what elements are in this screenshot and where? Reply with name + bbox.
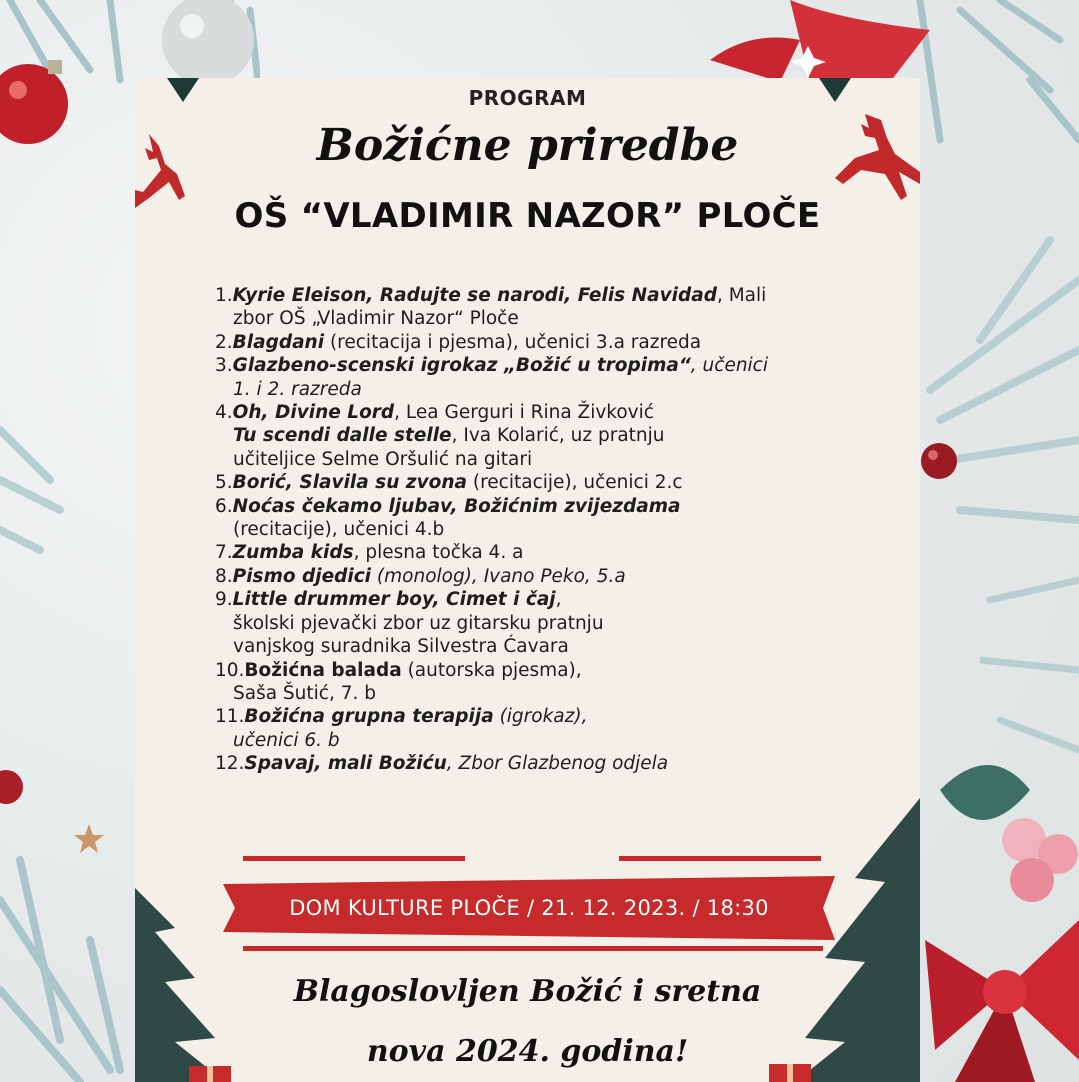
item-continuation [215, 307, 905, 330]
item-continuation [215, 682, 905, 705]
greeting-line-1: Blagoslovljen Božić i sretna [293, 974, 762, 1009]
item-text: učiteljice Selme Oršulić na gitari [233, 448, 533, 470]
item-number: 7. [215, 542, 233, 564]
event-title: Božićne priredbe [316, 120, 739, 171]
red-bauble-left-icon [0, 765, 24, 809]
item-continuation [215, 448, 905, 471]
item-continuation [215, 378, 905, 401]
item-text: Kyrie Eleison, Radujte se narodi, Felis Navidad [232, 285, 717, 306]
item-number: 5. [215, 472, 233, 494]
item-text: , učenici [690, 355, 768, 377]
item-text: (monolog), Ivano Peko, 5.a [371, 565, 626, 587]
program-item [215, 588, 905, 658]
item-text: , Zbor Glazbenog odjela [446, 753, 669, 775]
divider-left [243, 856, 465, 861]
program-item [215, 705, 905, 752]
item-text: (autorska pjesma), [401, 659, 582, 681]
red-ornament-icon [0, 48, 70, 158]
item-number: 2. [215, 331, 233, 353]
item-text: Pismo djedici [232, 565, 372, 587]
program-item [215, 331, 905, 354]
item-text: Saša Šutić, 7. b [233, 682, 377, 704]
program-label: PROGRAM [468, 86, 587, 110]
item-continuation [215, 424, 905, 447]
item-text: , [555, 589, 562, 611]
program-item [215, 541, 905, 564]
school-name: OŠ “VLADIMIR NAZOR” PLOČE [234, 196, 821, 236]
item-text: , Mali [716, 285, 767, 306]
item-continuation [215, 729, 905, 752]
item-number: 4. [215, 402, 233, 424]
divider-bottom [243, 946, 823, 951]
fir-branch-bottom-left-icon [0, 840, 135, 1082]
item-number: 3. [215, 355, 233, 377]
item-number: 11. [215, 706, 245, 728]
item-continuation [215, 635, 905, 658]
item-text: školski pjevački zbor uz gitarsku pratnju [233, 612, 604, 634]
program-item [215, 354, 905, 401]
greeting-line-2: nova 2024. godina! [366, 1034, 689, 1069]
item-number: 8. [215, 565, 233, 587]
item-text: zbor OŠ „Vladimir Nazor“ Ploče [233, 308, 519, 330]
item-continuation [215, 612, 905, 635]
item-text: 1. i 2. razreda [233, 378, 362, 400]
item-number: 10. [215, 659, 245, 681]
red-bauble-right-icon [918, 440, 960, 482]
program-item [215, 752, 905, 775]
item-number: 1. [215, 285, 233, 306]
program-item [215, 471, 905, 494]
holly-berries-icon [920, 730, 1079, 920]
item-text: Zumba kids [232, 542, 354, 564]
program-poster [135, 78, 920, 1082]
program-list [215, 284, 905, 776]
program-item [215, 495, 905, 542]
red-bow-icon [915, 900, 1079, 1082]
item-text: vanjskog suradnika Silvestra Ćavara [233, 636, 569, 658]
program-item [215, 659, 905, 706]
item-text: (igrokaz), [493, 706, 588, 728]
item-number: 12. [215, 753, 245, 775]
item-text: , Lea Gerguri i Rina Živković [394, 402, 654, 424]
item-text: (recitacije), učenici 2.c [467, 472, 683, 494]
item-text: Little drummer boy, Cimet i čaj [232, 589, 556, 611]
item-text: , Iva Kolarić, uz pratnju [451, 425, 665, 447]
event-details: DOM KULTURE PLOČE / 21. 12. 2023. / 18:30 [289, 896, 769, 920]
item-text: Borić, Slavila su zvona [232, 472, 467, 494]
fir-branch-right-icon [920, 220, 1079, 550]
item-text: (recitacije), učenici 4.b [233, 519, 445, 541]
gold-star-icon [72, 822, 106, 856]
item-text: Blagdani [232, 331, 325, 353]
item-text: , plesna točka 4. a [353, 542, 524, 564]
poinsettia-icon [690, 0, 940, 82]
divider-right [619, 856, 821, 861]
program-item [215, 565, 905, 588]
program-item [215, 401, 905, 471]
item-text: učenici 6. b [233, 729, 340, 751]
fir-branch-left-icon [0, 400, 135, 570]
item-text: Oh, Divine Lord [232, 402, 395, 424]
item-text: (recitacija i pjesma), učenici 3.a razreda [324, 331, 702, 353]
program-item [215, 284, 905, 331]
item-number: 6. [215, 495, 233, 517]
item-text: Noćas čekamo ljubav, Božićnim zvijezdama [232, 495, 681, 517]
item-text: Božićna balada [244, 659, 402, 681]
silver-ornament-icon [148, 0, 268, 82]
item-text: Spavaj, mali Božiću [244, 753, 447, 775]
item-text: Tu scendi dalle stelle [233, 425, 452, 447]
item-continuation [215, 518, 905, 541]
item-number: 9. [215, 589, 233, 611]
item-text: Božićna grupna terapija [244, 706, 494, 728]
item-text: Glazbeno-scenski igrokaz „Božić u tropima“ [232, 355, 691, 377]
